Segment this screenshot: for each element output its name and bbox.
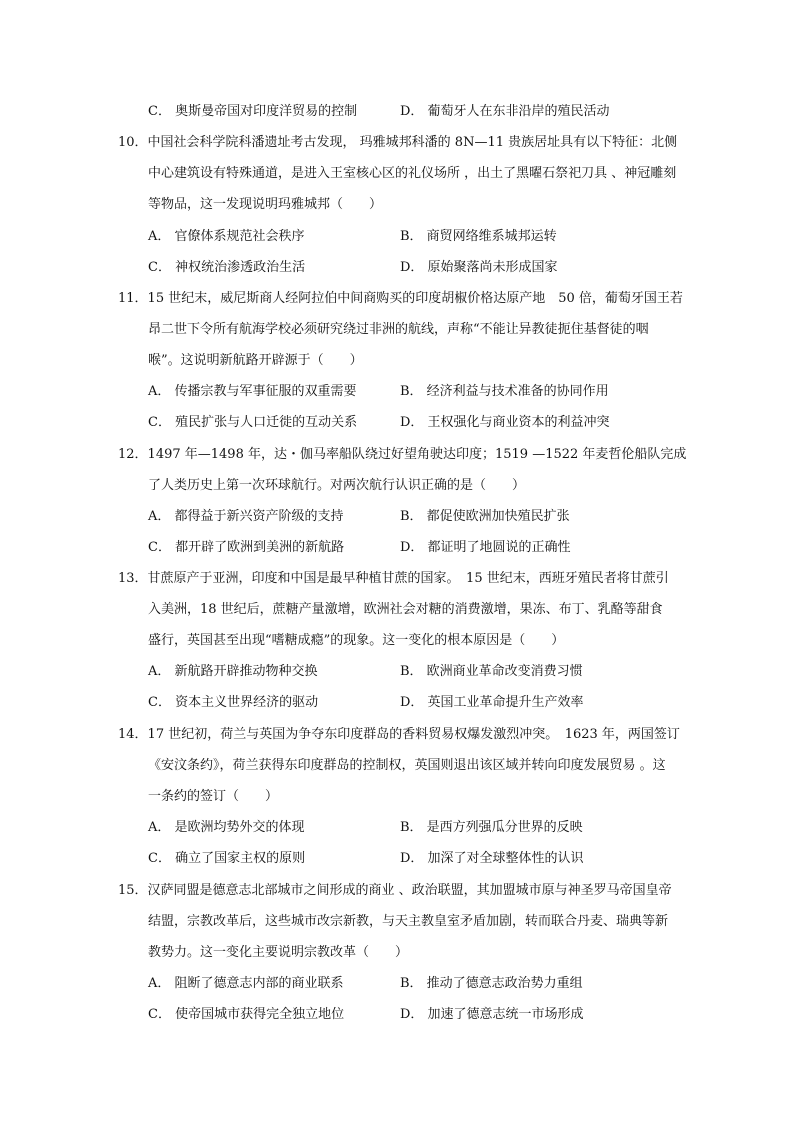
question-14-line-3: 一条约的签订（ ） <box>148 789 279 804</box>
option-15-d: D． 加速了德意志统一市场形成 <box>400 1007 584 1022</box>
question-13-line-1: 13．甘蔗原产于亚洲，印度和中国是最早种植甘蔗的国家。 15 世纪末，西班牙殖民者将甘蔗引 <box>118 571 669 586</box>
question-15-line-3: 教势力。这一变化主要说明宗教改革（ ） <box>148 945 409 960</box>
option-13-c: C． 资本主义世界经济的驱动 <box>148 695 319 710</box>
option-10-b: B． 商贸网络维系城邦运转 <box>400 229 557 244</box>
option-13-b: B． 欧洲商业革命改变消费习惯 <box>400 664 583 679</box>
option-10-c: C． 神权统治渗透政治生活 <box>148 260 306 275</box>
option-12-b: B． 都促使欧洲加快殖民扩张 <box>400 509 570 524</box>
question-12-line-2: 了人类历史上第一次环球航行。对两次航行认识正确的是（ ） <box>148 478 526 493</box>
option-11-c: C． 殖民扩张与人口迁徙的互动关系 <box>148 415 358 430</box>
option-11-d: D． 王权强化与商业资本的利益冲突 <box>400 415 610 430</box>
question-13-line-3: 盛行，英国甚至出现“嗜糖成瘾”的现象。这一变化的根本原因是（ ） <box>148 633 565 648</box>
option-12-d: D． 都证明了地圆说的正确性 <box>400 540 571 555</box>
question-10-line-2: 中心建筑设有特殊通道，是进入王室核心区的礼仪场所 ，出土了黑曜石祭祀刀具 、神冠雕刻 <box>148 166 677 181</box>
option-14-b: B． 是西方列强瓜分世界的反映 <box>400 820 583 835</box>
option-13-a: A． 新航路开辟推动物种交换 <box>148 664 318 679</box>
option-9-d: D． 葡萄牙人在东非沿岸的殖民活动 <box>400 104 610 119</box>
option-11-b: B． 经济利益与技术准备的协同作用 <box>400 384 609 399</box>
question-11-line-3: 喉”。这说明新航路开辟源于（ ） <box>148 353 363 368</box>
option-9-c: C． 奥斯曼帝国对印度洋贸易的控制 <box>148 104 358 119</box>
option-10-a: A． 官僚体系规范社会秩序 <box>148 229 305 244</box>
option-15-c: C． 使帝国城市获得完全独立地位 <box>148 1007 345 1022</box>
option-11-a: A． 传播宗教与军事征服的双重需要 <box>148 384 357 399</box>
question-12-line-1: 12．1497 年—1498 年，达・伽马率船队绕过好望角驶达印度；1519 —1522 年麦哲伦船队完成 <box>118 447 687 462</box>
question-10-line-1: 10．中国社会科学院科潘遗址考古发现， 玛雅城邦科潘的 8N—11 贵族居址具有以下特征：北侧 <box>118 135 678 150</box>
question-11-line-1: 11．15 世纪末，威尼斯商人经阿拉伯中间商购买的印度胡椒价格达原产地 50 倍，葡萄牙国王若 <box>118 291 683 306</box>
question-13-line-2: 入美洲，18 世纪后，蔗糖产量激增，欧洲社会对糖的消费激增，果冻、布丁、乳酪等甜食 <box>148 602 663 617</box>
option-10-d: D． 原始聚落尚未形成国家 <box>400 260 558 275</box>
question-15-line-1: 15．汉萨同盟是德意志北部城市之间形成的商业 、政治联盟，其加盟城市原与神圣罗马帝国皇帝 <box>118 883 672 898</box>
question-14-line-1: 14．17 世纪初，荷兰与英国为争夺东印度群岛的香料贸易权爆发激烈冲突。 1623 年，两国签订 <box>118 727 680 742</box>
question-14-line-2: 《安汶条约》，荷兰获得东印度群岛的控制权，英国则退出该区域并转向印度发展贸易 。这 <box>148 758 666 773</box>
option-14-d: D． 加深了对全球整体性的认识 <box>400 851 584 866</box>
option-12-a: A． 都得益于新兴资产阶级的支持 <box>148 509 344 524</box>
option-15-b: B． 推动了德意志政治势力重组 <box>400 976 583 991</box>
option-14-a: A． 是欧洲均势外交的体现 <box>148 820 305 835</box>
option-14-c: C． 确立了国家主权的原则 <box>148 851 306 866</box>
question-11-line-2: 昂二世下令所有航海学校必须研究绕过非洲的航线，声称“不能让异教徒扼住基督徒的咽 <box>148 322 649 337</box>
option-13-d: D． 英国工业革命提升生产效率 <box>400 695 584 710</box>
option-12-c: C． 都开辟了欧洲到美洲的新航路 <box>148 540 345 555</box>
question-15-line-2: 结盟，宗教改革后，这些城市改宗新教，与天主教皇室矛盾加剧，转而联合丹麦、瑞典等新 <box>148 914 669 929</box>
option-15-a: A． 阻断了德意志内部的商业联系 <box>148 976 344 991</box>
question-10-line-3: 等物品，这一发现说明玛雅城邦（ ） <box>148 197 383 212</box>
